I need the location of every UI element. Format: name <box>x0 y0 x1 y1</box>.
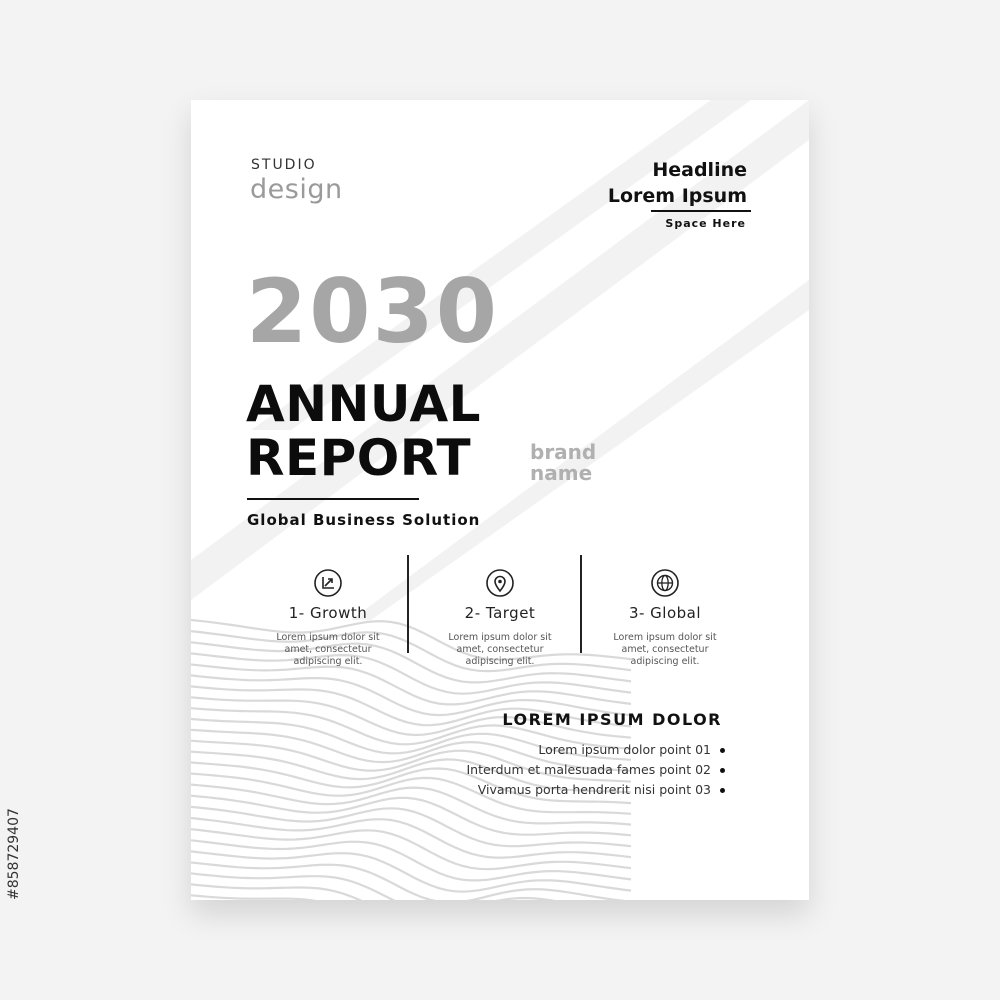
headline-line-1: Headline <box>652 159 747 181</box>
headline-divider <box>651 210 751 212</box>
feature-description: Lorem ipsum dolor sit amet, consectetur adipiscing elit. <box>448 632 552 667</box>
title-line-2: REPORT <box>246 429 472 487</box>
location-pin-icon <box>485 568 515 598</box>
feature-description: Lorem ipsum dolor sit amet, consectetur adipiscing elit. <box>613 632 717 667</box>
list-item-text: Vivamus porta hendrerit nisi point 03 <box>477 782 711 797</box>
feature-title: 1- Growth <box>288 604 368 622</box>
title-divider <box>247 498 419 500</box>
list-item <box>466 780 725 800</box>
feature-title: 2- Target <box>464 604 536 622</box>
wave-line <box>191 873 631 900</box>
brand-line-2: name <box>530 461 593 485</box>
bullet-icon <box>720 768 725 773</box>
space-here-label: Space Here <box>665 217 746 230</box>
feature-description: Lorem ipsum dolor sit amet, consectetur adipiscing elit. <box>276 632 380 667</box>
list-item-text: Lorem ipsum dolor point 01 <box>538 742 711 757</box>
title-line-1: ANNUAL <box>246 375 482 433</box>
growth-chart-icon <box>313 568 343 598</box>
list-item <box>466 760 725 780</box>
section-heading: LOREM IPSUM DOLOR <box>502 710 722 729</box>
wave-line <box>191 829 631 869</box>
studio-label: STUDIO <box>251 157 317 173</box>
wave-line <box>191 895 631 900</box>
brand-line-1: brand <box>530 440 597 464</box>
tagline: Global Business Solution <box>247 511 481 529</box>
feature-title: 3- Global <box>628 604 702 622</box>
report-year: 2030 <box>246 260 499 363</box>
globe-icon <box>650 568 680 598</box>
stock-id: #858729407 <box>6 808 22 900</box>
design-label: design <box>250 174 343 205</box>
wave-line <box>191 840 631 880</box>
report-title <box>246 377 481 485</box>
feature-target <box>415 568 585 668</box>
bullet-list <box>466 740 725 800</box>
feature-growth <box>243 568 413 668</box>
feature-global <box>580 568 750 668</box>
feature-divider <box>407 555 409 653</box>
brand-name <box>530 442 596 484</box>
list-item-text: Interdum et malesuada fames point 02 <box>466 762 711 777</box>
headline <box>608 157 747 209</box>
annual-report-flyer <box>191 100 809 900</box>
bullet-icon <box>720 748 725 753</box>
list-item <box>466 740 725 760</box>
bullet-icon <box>720 788 725 793</box>
headline-line-2: Lorem Ipsum <box>607 185 747 207</box>
